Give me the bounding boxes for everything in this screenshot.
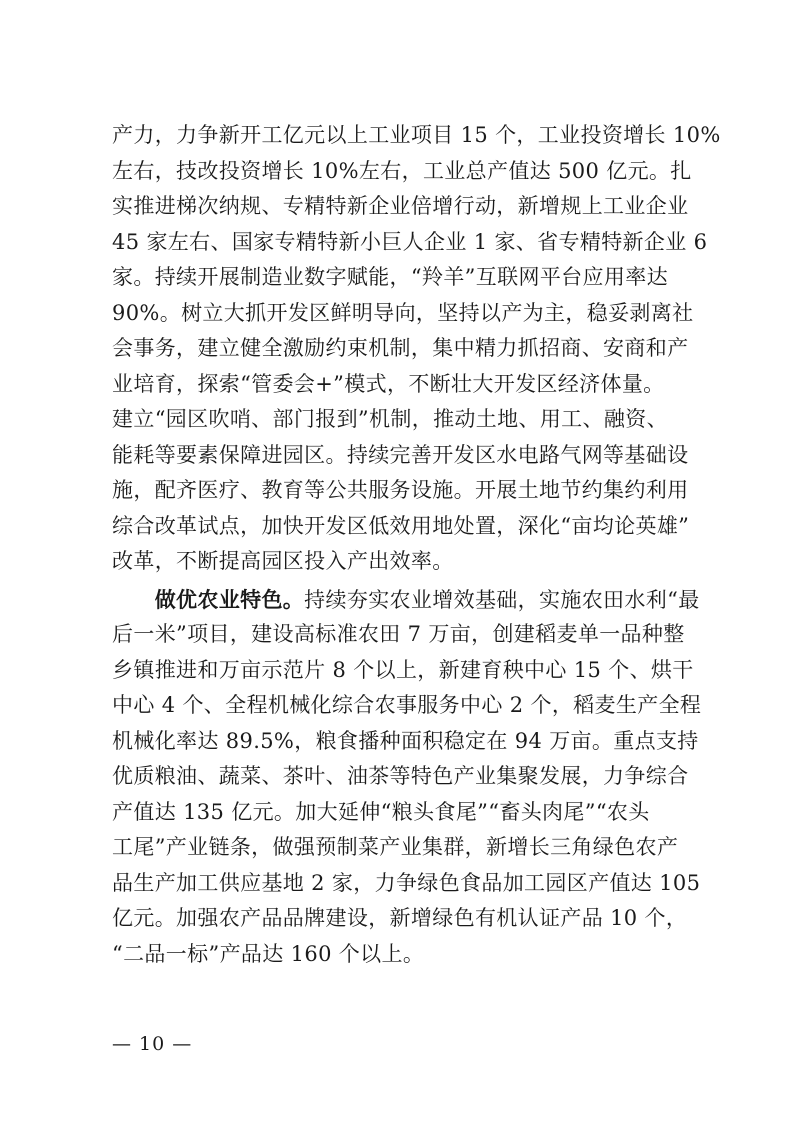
paragraph-line: 工尾”产业链条，做强预制菜产业集群，新增长三角绿色农产 — [112, 835, 679, 859]
section-first-line — [112, 582, 700, 618]
paragraph-line: 亿元。加强农产品品牌建设，新增绿色有机认证产品 10 个， — [112, 906, 688, 930]
paragraph-line: 能耗等要素保障进园区。持续完善开发区水电路气网等基础设 — [112, 442, 689, 467]
paragraph-line: 产力，力争新开工亿元以上工业项目 15 个，工业投资增长 10% — [112, 123, 721, 147]
paragraph-line: 品生产加工供应基地 2 家，力争绿色食品加工园区产值达 105 — [112, 870, 701, 895]
paragraph-line: “二品一标”产品达 160 个以上。 — [112, 941, 425, 966]
paragraph-line: 机械化率达 89.5%，粮食播种面积稳定在 94 万亩。重点支持 — [112, 728, 699, 753]
paragraph-line: 90%。树立大抓开发区鲜明导向，坚持以产为主，稳妥剥离社 — [112, 300, 694, 325]
page-number: — 10 — — [112, 1033, 193, 1055]
paragraph-line: 实推进梯次纳规、专精特新企业倍增行动，新增规上工业企业 — [112, 194, 689, 218]
paragraph-line: 左右，技改投资增长 10%左右，工业总产值达 500 亿元。扎 — [112, 158, 692, 183]
paragraph-line: 综合改革试点，加快开发区低效用地处置，深化“亩均论英雄” — [112, 513, 690, 538]
section-first-line-text: 持续夯实农业增效基础，实施农田水利“最 — [304, 587, 700, 612]
section-heading: 做优农业特色。 — [154, 586, 305, 612]
paragraph-line: 产值达 135 亿元。加大延伸“粮头食尾”“畜头肉尾”“农头 — [112, 799, 650, 824]
paragraph-line: 改革，不断提高园区投入产出效率。 — [112, 549, 454, 573]
paragraph-line: 后一米”项目，建设高标准农田 7 万亩，创建稻麦单一品种整 — [112, 622, 685, 646]
paragraph-line: 优质粮油、蔬菜、茶叶、油茶等特色产业集聚发展，力争综合 — [112, 764, 689, 788]
paragraph-line: 家。持续开展制造业数字赋能，“羚羊”互联网平台应用率达 — [112, 265, 668, 289]
paragraph-line: 施，配齐医疗、教育等公共服务设施。开展土地节约集约利用 — [112, 478, 689, 502]
paragraph-line: 会事务，建立健全激励约束机制，集中精力抓招商、安商和产 — [112, 336, 689, 360]
paragraph-line: 中心 4 个、全程机械化综合农事服务中心 2 个，稻麦生产全程 — [112, 693, 702, 717]
paragraph-line: 45 家左右、国家专精特新小巨人企业 1 家、省专精特新企业 6 — [112, 229, 708, 254]
paragraph-line: 建立“园区吹哨、部门报到”机制，推动土地、用工、融资、 — [112, 407, 668, 431]
paragraph-line: 业培育，探索“管委会+”模式，不断壮大开发区经济体量。 — [112, 371, 665, 396]
body-text — [112, 118, 721, 972]
paragraph-line: 乡镇推进和万亩示范片 8 个以上，新建育秧中心 15 个、烘干 — [112, 657, 694, 682]
